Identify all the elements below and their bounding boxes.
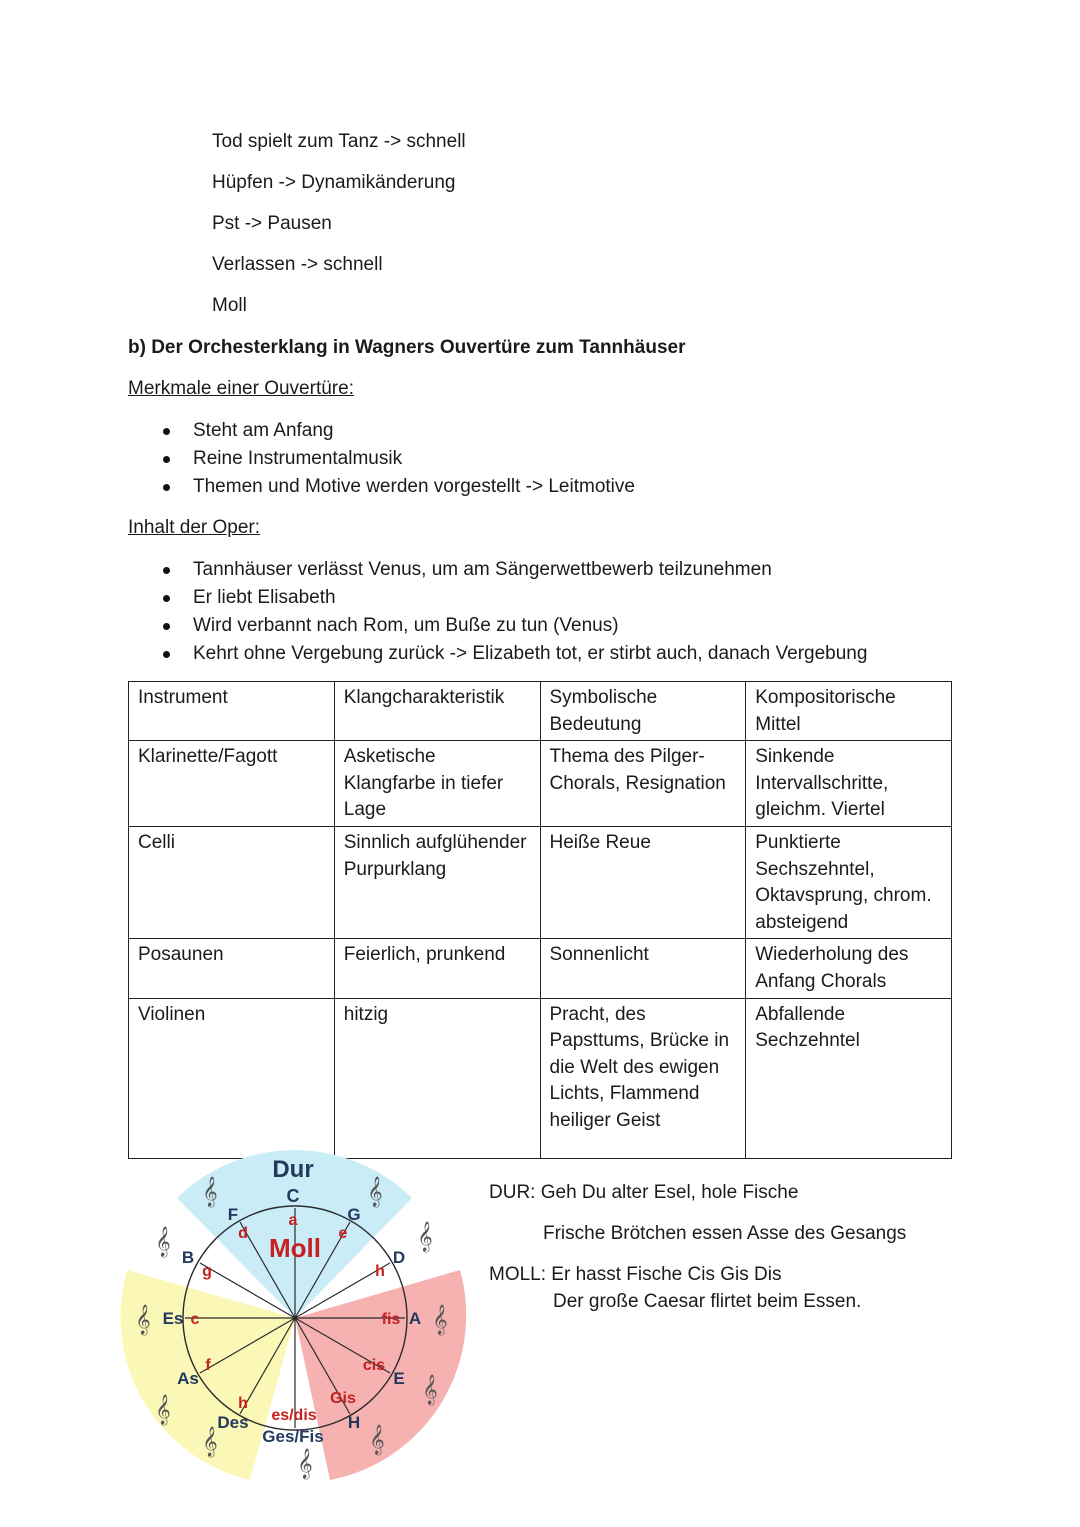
table-cell: Pracht, des Papsttums, Brücke in die Welt des ewigen Lichts, Flammend heiliger Geist — [540, 998, 746, 1158]
table-cell: Sinnlich aufglühender Purpurklang — [334, 826, 540, 938]
key-label: E — [393, 1369, 405, 1388]
list-item: Themen und Motive werden vorgestellt -> Leitmotive — [128, 473, 635, 501]
table-cell: Violinen — [129, 998, 335, 1158]
clef-icon: 𝄞 — [422, 1375, 438, 1405]
clef-icon: 𝄞 — [155, 1227, 171, 1257]
key-label: As — [177, 1369, 199, 1388]
table-row — [129, 998, 952, 1158]
table-cell: Posaunen — [129, 939, 335, 998]
key-label: f — [205, 1357, 211, 1374]
note-line: Moll — [212, 295, 247, 316]
table-cell: Thema des Pilger-Chorals, Resignation — [540, 741, 746, 827]
key-label: H — [347, 1413, 361, 1432]
list-item: Kehrt ohne Vergebung zurück -> Elizabeth tot, er stirbt auch, danach Vergebung — [128, 640, 867, 668]
table-header-row — [129, 682, 952, 741]
key-label: cis — [362, 1357, 386, 1374]
note-line: Verlassen -> schnell — [212, 254, 383, 275]
list-item: Steht am Anfang — [128, 417, 635, 445]
moll-mnemonic-2: Der große Caesar flirtet beim Essen. — [553, 1291, 862, 1312]
header-cell: Instrument — [129, 682, 335, 741]
clef-icon: 𝄞 — [297, 1449, 313, 1479]
dur-mnemonic-2: Frische Brötchen essen Asse des Gesangs — [543, 1223, 907, 1244]
key-label: G — [347, 1205, 361, 1224]
instrument-table — [128, 681, 952, 1159]
clef-icon: 𝄞 — [369, 1425, 385, 1455]
list-item: Tannhäuser verlässt Venus, um am Sängerwettbewerb teilzunehmen — [128, 556, 867, 584]
table-row — [129, 939, 952, 998]
key-label: Gis — [330, 1390, 356, 1407]
key-label: h — [375, 1263, 385, 1280]
table-cell: Sinkende Intervallschritte, gleichm. Viertel — [746, 741, 952, 827]
key-label: Ges/Fis — [262, 1427, 324, 1446]
table-cell: Feierlich, prunkend — [334, 939, 540, 998]
table-cell: Klarinette/Fagott — [129, 741, 335, 827]
clef-icon: 𝄞 — [202, 1427, 218, 1457]
table-cell: Punktierte Sechszehntel, Oktavsprung, chrom. absteigend — [746, 826, 952, 938]
note-line: Tod spielt zum Tanz -> schnell — [212, 131, 466, 152]
clef-icon: 𝄞 — [367, 1177, 383, 1207]
key-label: c — [190, 1311, 200, 1328]
table-row — [129, 741, 952, 827]
clef-icon: 𝄞 — [202, 1177, 218, 1207]
key-label: C — [286, 1186, 300, 1206]
list-item: Er liebt Elisabeth — [128, 584, 867, 612]
inhalt-list — [128, 556, 867, 668]
table-cell: Abfallende Sechzehntel — [746, 998, 952, 1158]
moll-label: Moll — [269, 1233, 321, 1263]
key-label: a — [288, 1212, 298, 1229]
note-line: Hüpfen -> Dynamikänderung — [212, 172, 456, 193]
dur-label: Dur — [272, 1156, 314, 1183]
table-row — [129, 826, 952, 938]
merkmale-heading: Merkmale einer Ouvertüre: — [128, 378, 354, 399]
table-cell: Asketische Klangfarbe in tiefer Lage — [334, 741, 540, 827]
section-title: b) Der Orchesterklang in Wagners Ouvertüre zum Tannhäuser — [128, 337, 686, 358]
clef-icon: 𝄞 — [432, 1305, 448, 1335]
inhalt-heading: Inhalt der Oper: — [128, 517, 261, 538]
dur-mnemonic-1: DUR: Geh Du alter Esel, hole Fische — [489, 1182, 799, 1203]
key-label: F — [227, 1205, 239, 1224]
note-line: Pst -> Pausen — [212, 213, 332, 234]
key-label: e — [338, 1225, 348, 1242]
header-cell: Klangcharakteristik — [334, 682, 540, 741]
table-cell: Heiße Reue — [540, 826, 746, 938]
table-cell: Wiederholung des Anfang Chorals — [746, 939, 952, 998]
key-label: g — [202, 1263, 212, 1280]
header-cell: Symbolische Bedeutung — [540, 682, 746, 741]
key-label: A — [408, 1309, 422, 1328]
merkmale-list — [128, 417, 635, 501]
table-cell: Celli — [129, 826, 335, 938]
clef-icon: 𝄞 — [155, 1395, 171, 1425]
key-label: Des — [217, 1413, 249, 1432]
key-label: fis — [381, 1311, 401, 1328]
table-cell: hitzig — [334, 998, 540, 1158]
table-cell: Sonnenlicht — [540, 939, 746, 998]
clef-icon: 𝄞 — [417, 1222, 433, 1252]
key-label: h — [238, 1395, 248, 1412]
key-label: es/dis — [271, 1407, 317, 1424]
key-label: Es — [162, 1309, 184, 1328]
header-cell: Kompositorische Mittel — [746, 682, 952, 741]
moll-mnemonic-1: MOLL: Er hasst Fische Cis Gis Dis — [489, 1264, 782, 1285]
list-item: Wird verbannt nach Rom, um Buße zu tun (Venus) — [128, 612, 867, 640]
list-item: Reine Instrumentalmusik — [128, 445, 635, 473]
key-label: d — [238, 1225, 248, 1242]
clef-icon: 𝄞 — [135, 1305, 151, 1335]
circle-of-fifths — [115, 1150, 475, 1490]
key-label: D — [392, 1248, 406, 1267]
key-label: B — [181, 1248, 195, 1267]
